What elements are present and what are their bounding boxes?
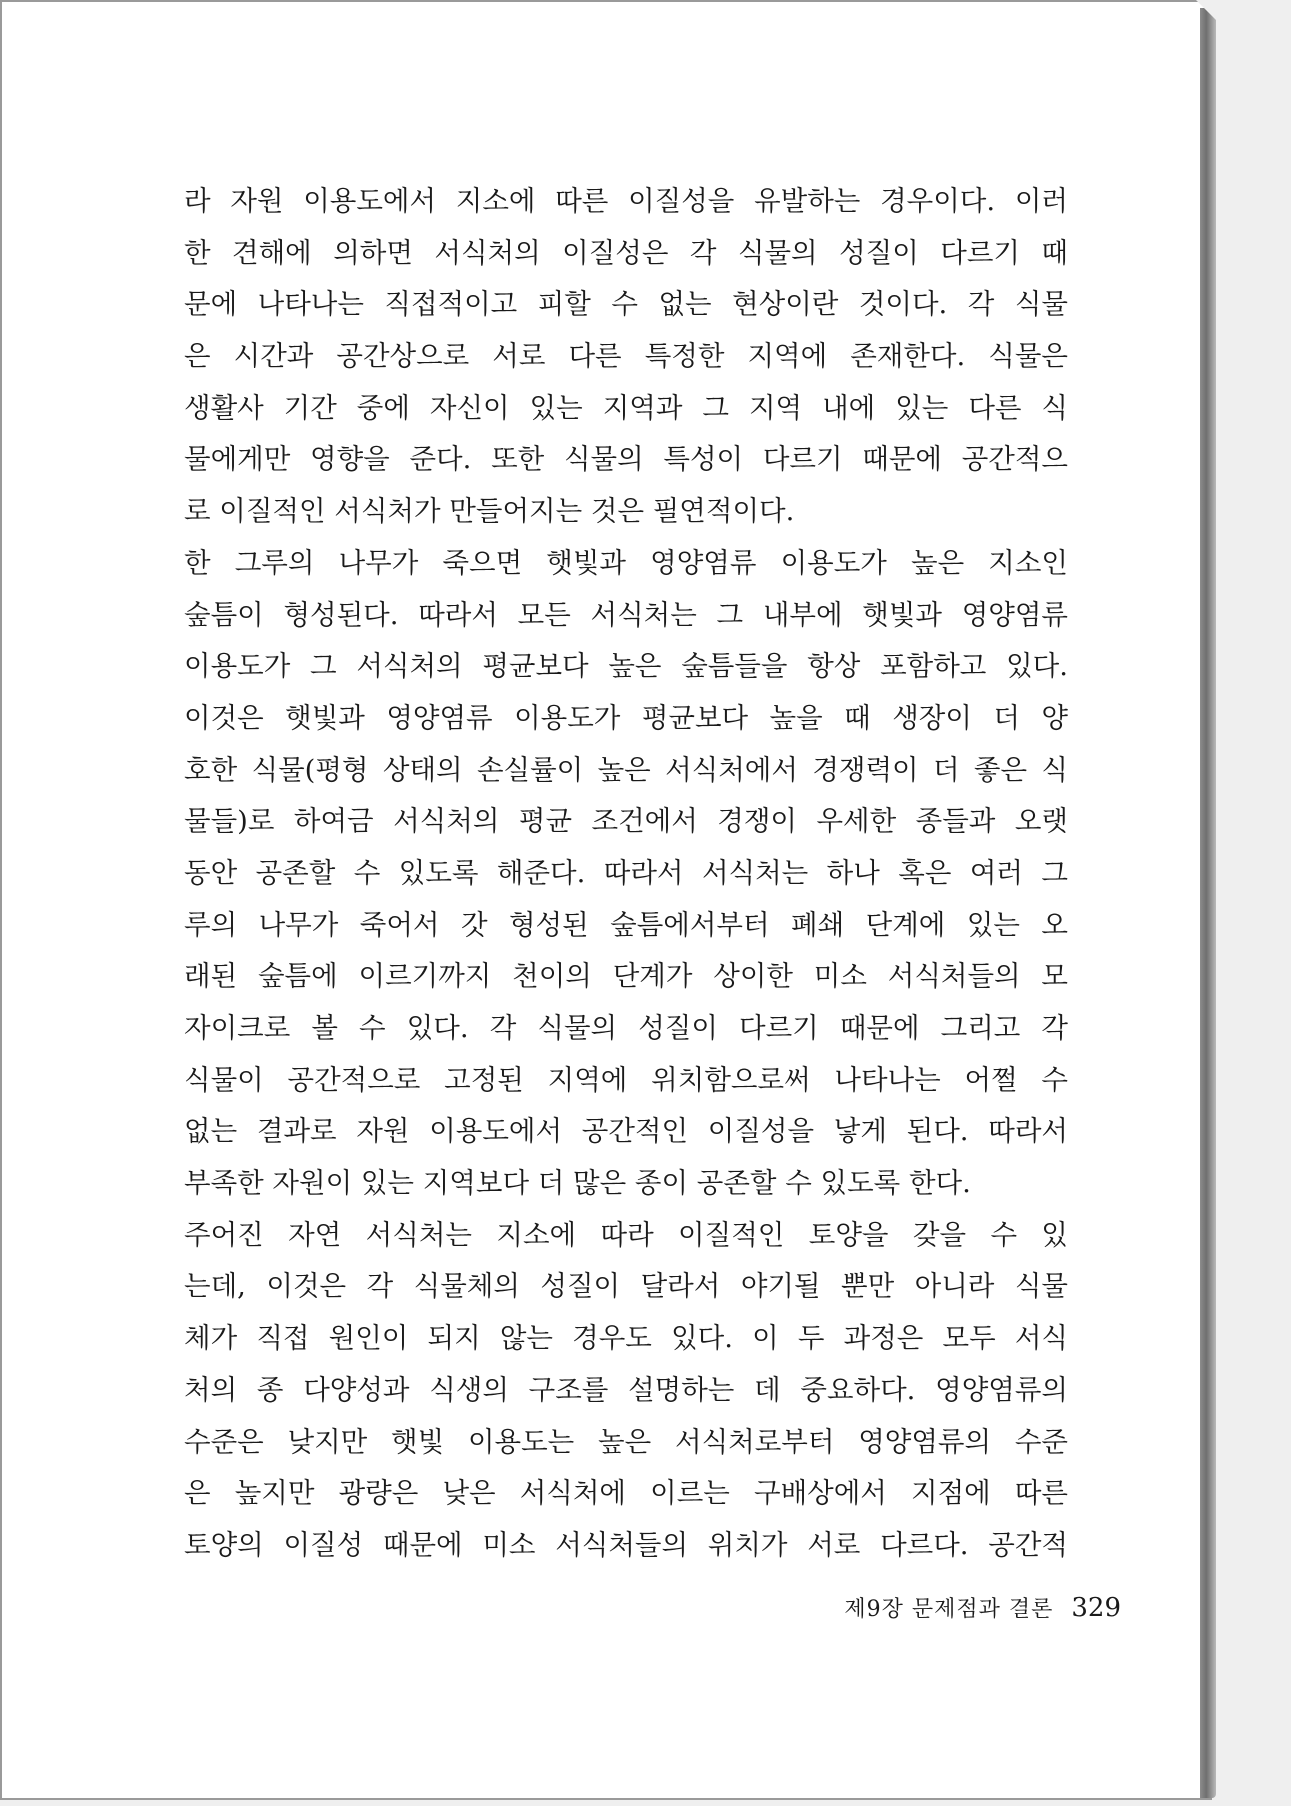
running-footer-chapter: 제9장 문제점과 결론 (844, 1597, 1054, 1622)
text-line: 한 그루의 나무가 죽으면 햇빛과 영양염류 이용도가 높은 지소인 (184, 546, 1068, 579)
text-line: 는데, 이것은 각 식물체의 성질이 달라서 야기될 뿐만 아니라 식물 (184, 1270, 1068, 1303)
text-line: 체가 직접 원인이 되지 않는 경우도 있다. 이 두 과정은 모두 서식 (184, 1322, 1068, 1355)
text-line: 은 시간과 공간상으로 서로 다른 특정한 지역에 존재한다. 식물은 (184, 340, 1068, 373)
text-line: 이것은 햇빛과 영양염류 이용도가 평균보다 높을 때 생장이 더 양 (184, 701, 1068, 734)
text-line: 처의 종 다양성과 식생의 구조를 설명하는 데 중요하다. 영양염류의 (184, 1373, 1068, 1406)
text-line: 로 이질적인 서식처가 만들어지는 것은 필연적이다. (184, 495, 795, 528)
text-line: 수준은 낮지만 햇빛 이용도는 높은 서식처로부터 영양염류의 수준 (184, 1425, 1068, 1458)
text-line: 토양의 이질성 때문에 미소 서식처들의 위치가 서로 다르다. 공간적 (184, 1528, 1068, 1561)
text-line: 루의 나무가 죽어서 갓 형성된 숲틈에서부터 폐쇄 단계에 있는 오 (184, 908, 1068, 941)
text-line: 이용도가 그 서식처의 평균보다 높은 숲틈들을 항상 포함하고 있다. (184, 650, 1068, 683)
text-line: 물들)로 하여금 서식처의 평균 조건에서 경쟁이 우세한 종들과 오랫 (184, 805, 1068, 838)
text-line: 숲틈이 형성된다. 따라서 모든 서식처는 그 내부에 햇빛과 영양염류 (184, 598, 1068, 631)
text-line: 부족한 자원이 있는 지역보다 더 많은 종이 공존할 수 있도록 한다. (184, 1167, 971, 1200)
text-line: 라 자원 이용도에서 지소에 따른 이질성을 유발하는 경우이다. 이러 (184, 185, 1068, 217)
text-line: 물에게만 영향을 준다. 또한 식물의 특성이 다르기 때문에 공간적으 (184, 443, 1068, 476)
text-line: 한 견해에 의하면 서식처의 이질성은 각 식물의 성질이 다르기 때 (184, 236, 1068, 269)
body-text (184, 176, 1068, 1572)
text-line: 없는 결과로 자원 이용도에서 공간적인 이질성을 낳게 된다. 따라서 (184, 1115, 1068, 1148)
page-stack-edge (1200, 8, 1216, 1798)
text-line: 생활사 기간 중에 자신이 있는 지역과 그 지역 내에 있는 다른 식 (184, 391, 1068, 424)
page-corner (1196, 0, 1216, 20)
text-line: 호한 식물(평형 상태의 손실률이 높은 서식처에서 경쟁력이 더 좋은 식 (184, 753, 1068, 786)
page-footer (844, 1592, 1121, 1623)
text-line: 주어진 자연 서식처는 지소에 따라 이질적인 토양을 갖을 수 있 (184, 1218, 1068, 1251)
text-line: 동안 공존할 수 있도록 해준다. 따라서 서식처는 하나 혹은 여러 그 (184, 856, 1068, 889)
text-line: 래된 숲틈에 이르기까지 천이의 단계가 상이한 미소 서식처들의 모 (184, 960, 1068, 993)
page-number: 329 (1071, 1593, 1121, 1623)
text-line: 문에 나타나는 직접적이고 피할 수 없는 현상이란 것이다. 각 식물 (184, 288, 1068, 321)
text-line: 자이크로 볼 수 있다. 각 식물의 성질이 다르기 때문에 그리고 각 (184, 1012, 1068, 1044)
text-line: 식물이 공간적으로 고정된 지역에 위치함으로써 나타나는 어쩔 수 (184, 1063, 1068, 1096)
text-line: 은 높지만 광량은 낮은 서식처에 이르는 구배상에서 지점에 따른 (184, 1477, 1068, 1510)
